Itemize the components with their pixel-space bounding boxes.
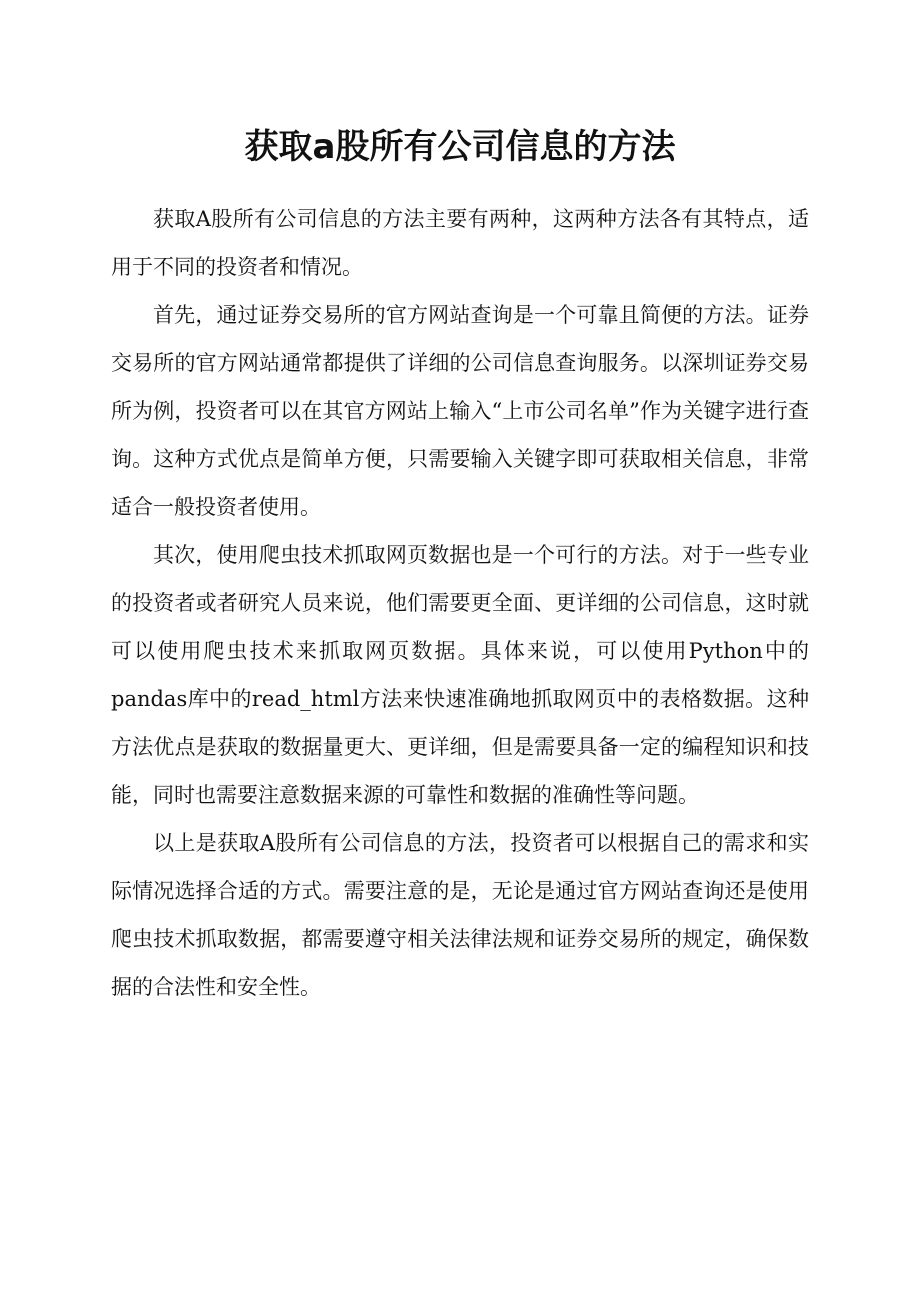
document-body (111, 195, 809, 1011)
paragraph-method-web-scraping: 其次，使用爬虫技术抓取网页数据也是一个可行的方法。对于一些专业的投资者或者研究人员来说，他们需要更全面、更详细的公司信息，这时就可以使用爬虫技术来抓取网页数据。具体来说，可以使用Python中的pandas库中的read_html方法来快速准确地抓取网页中的表格数据。这种方法优点是获取的数据量更大、更详细，但是需要具备一定的编程知识和技能，同时也需要注意数据来源的可靠性和数据的准确性等问题。 (111, 543, 809, 807)
paragraph-intro: 获取A股所有公司信息的方法主要有两种，这两种方法各有其特点，适用于不同的投资者和情况。 (111, 207, 809, 279)
paragraph-method-official-site: 首先，通过证券交易所的官方网站查询是一个可靠且简便的方法。证券交易所的官方网站通常都提供了详细的公司信息查询服务。以深圳证券交易所为例，投资者可以在其官方网站上输入“上市公司名单”作为关键字进行查询。这种方式优点是简单方便，只需要输入关键字即可获取相关信息，非常适合一般投资者使用。 (111, 303, 809, 519)
document-title: 获取a股所有公司信息的方法 (244, 127, 676, 167)
paragraph-conclusion: 以上是获取A股所有公司信息的方法，投资者可以根据自己的需求和实际情况选择合适的方式。需要注意的是，无论是通过官方网站查询还是使用爬虫技术抓取数据，都需要遵守相关法律法规和证券交易所的规定，确保数据的合法性和安全性。 (111, 831, 809, 999)
